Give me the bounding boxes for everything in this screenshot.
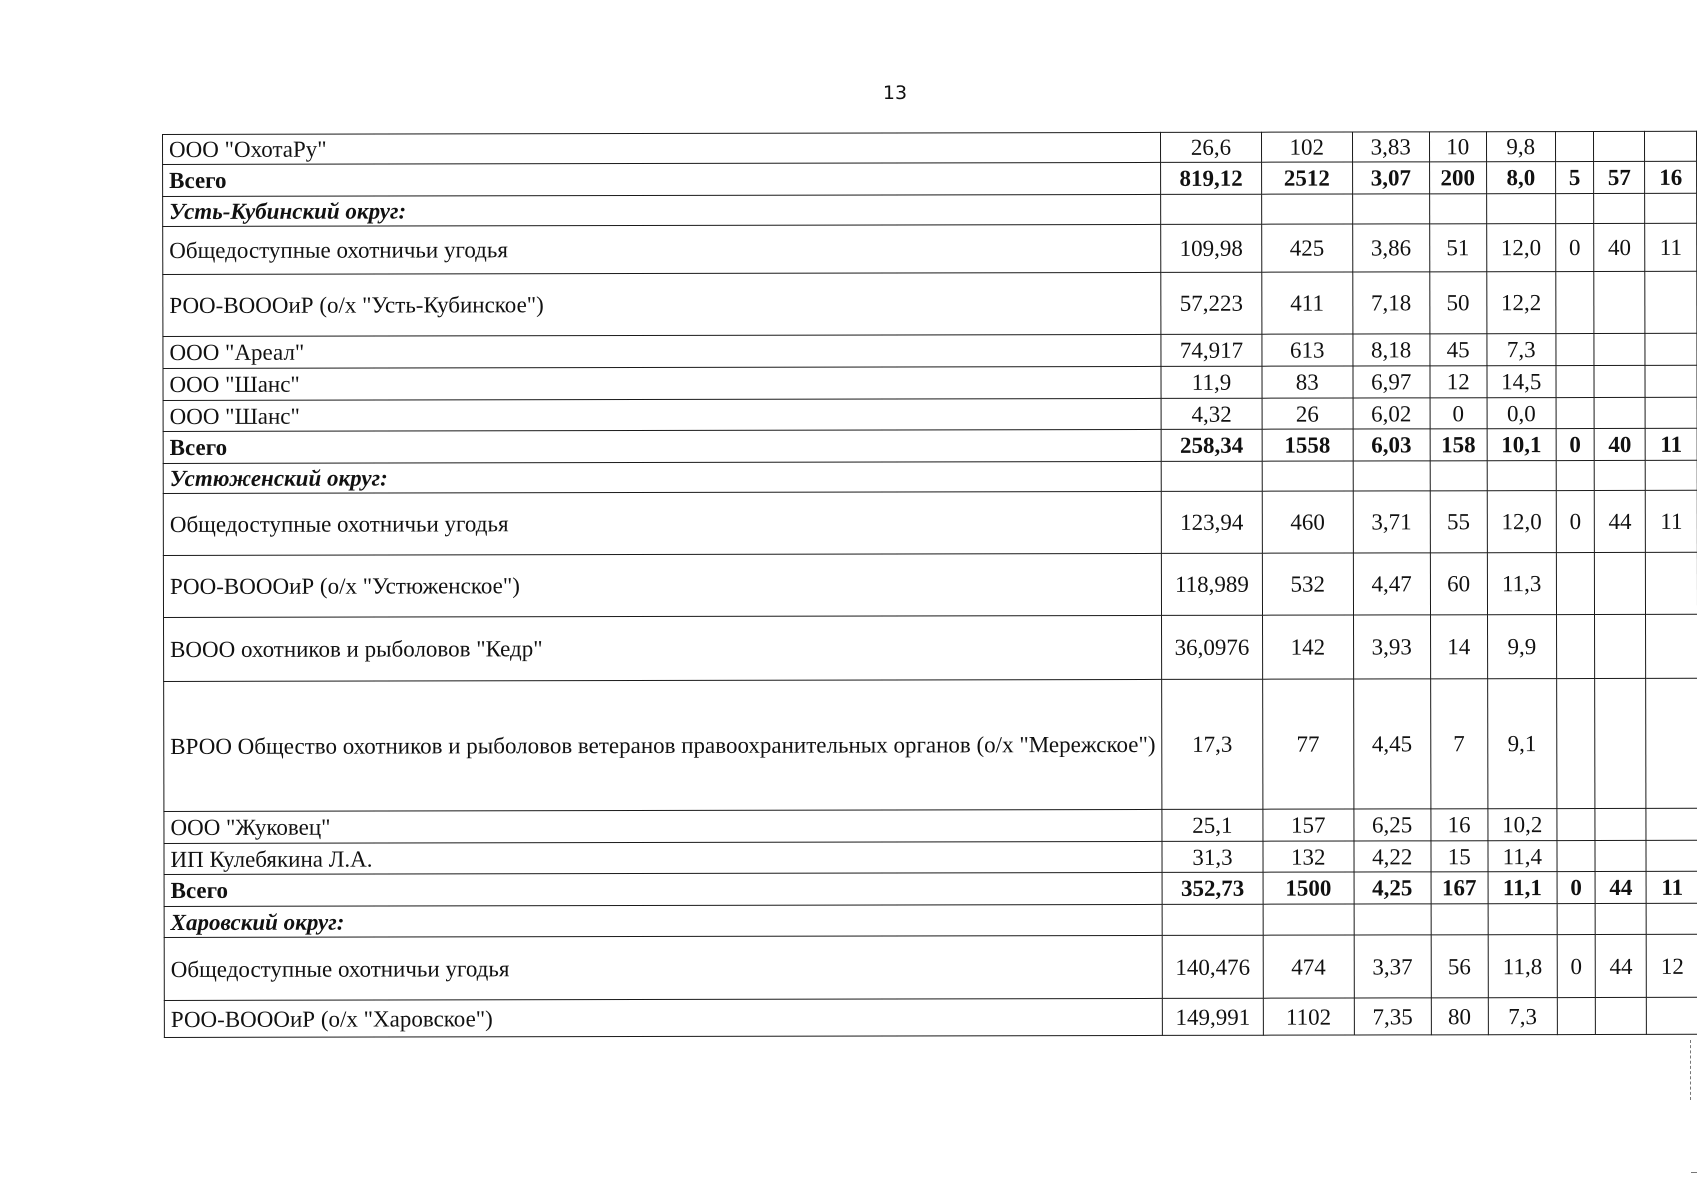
cell-col-9 [1645,460,1697,490]
cell-col-2: 31,3 [1162,841,1263,872]
cell-col-2: 57,223 [1161,272,1262,334]
cell-col-6: 11,1 [1488,872,1557,904]
cell-col-9 [1645,193,1697,223]
row-name: ООО "Шанс" [163,398,1161,431]
cell-col-5: 12 [1430,366,1487,398]
district-header-row [164,903,1697,937]
cell-col-7 [1557,997,1595,1034]
cell-col-8: 40 [1594,428,1645,460]
cell-col-2: 74,917 [1161,334,1262,366]
cell-col-3: 142 [1262,615,1353,679]
cell-col-9: 11 [1645,428,1697,460]
cell-col-2: 25,1 [1162,809,1263,841]
row-name: Всего [164,872,1162,906]
row-name: ИП Кулебякина Л.А. [164,841,1162,874]
district-name: Усть-Кубинский округ: [163,194,1161,226]
cell-col-9: 12 [1646,934,1697,997]
district-name: Устюженский округ: [163,461,1161,493]
cell-col-7 [1556,366,1594,398]
cell-col-4: 3,93 [1353,615,1430,679]
cell-col-2 [1161,461,1262,491]
cell-col-5: 7 [1430,679,1487,809]
cell-col-2: 819,12 [1161,162,1262,194]
cell-col-5: 0 [1430,398,1487,429]
cell-col-9 [1645,131,1697,161]
cell-col-4: 4,45 [1353,679,1430,809]
cell-col-4: 4,25 [1354,872,1431,904]
row-name: РОО-ВОООиР (о/х "Харовское") [164,998,1162,1037]
cell-col-5 [1430,461,1487,491]
cell-col-5: 200 [1429,162,1486,194]
cell-col-3: 1500 [1263,872,1354,904]
cell-col-4: 7,18 [1353,272,1430,334]
cell-col-6 [1487,461,1556,491]
cell-col-3: 83 [1262,366,1353,398]
cell-col-3: 102 [1261,132,1352,162]
cell-col-9: 11 [1645,490,1697,552]
cell-col-7: 0 [1556,491,1595,553]
cell-col-7 [1555,194,1593,224]
cell-col-4 [1354,904,1431,935]
cell-col-8 [1594,460,1645,490]
cell-col-7 [1556,615,1595,679]
cell-col-5: 51 [1429,224,1486,272]
cell-col-7 [1556,679,1595,809]
cell-col-8 [1595,614,1646,678]
cell-col-6: 0,0 [1487,398,1556,429]
cell-col-8: 44 [1595,871,1646,903]
table-row [163,223,1697,274]
cell-col-2 [1162,904,1263,935]
cell-col-2: 109,98 [1161,224,1262,272]
cell-col-6: 12,2 [1486,272,1555,334]
row-name: РОО-ВОООиР (о/х "Устюженское") [163,553,1161,617]
cell-col-4: 6,03 [1353,429,1430,461]
row-name: Всего [163,162,1161,196]
cell-col-3: 1558 [1262,429,1353,461]
cell-col-5: 16 [1431,809,1488,841]
table-row [164,840,1697,874]
cell-col-6: 12,0 [1487,491,1556,553]
cell-col-5: 167 [1431,872,1488,904]
cell-col-3 [1263,904,1354,935]
cell-col-6: 12,0 [1486,224,1555,272]
cell-col-7 [1557,840,1595,871]
cell-col-6: 8,0 [1486,162,1555,194]
cell-col-8: 40 [1594,223,1645,271]
row-name: ООО "Жуковец" [164,809,1162,843]
cell-col-9 [1645,271,1697,333]
table-row [164,934,1697,1000]
hunting-grounds-table [162,131,1697,1038]
table-row [163,490,1697,555]
cell-col-4: 4,22 [1354,841,1431,872]
cell-col-9 [1646,808,1697,840]
cell-col-9 [1647,997,1697,1034]
cell-col-9: 11 [1645,223,1697,271]
cell-col-2: 17,3 [1162,679,1263,809]
cell-col-5: 55 [1430,491,1487,553]
cell-col-6: 11,4 [1488,841,1557,872]
row-name: ООО "Шанс" [163,366,1161,400]
district-name: Харовский округ: [164,904,1162,937]
cell-col-7 [1556,334,1594,366]
cell-col-2: 118,989 [1162,553,1263,615]
cell-col-3: 2512 [1261,162,1352,194]
cell-col-2: 36,0976 [1162,615,1263,679]
cell-col-8 [1595,552,1646,614]
row-name: Всего [163,429,1161,463]
cell-col-8 [1594,333,1645,365]
cell-col-3: 613 [1262,334,1353,366]
cell-col-5: 10 [1429,132,1486,162]
cell-col-6 [1488,904,1557,935]
cell-col-6: 10,2 [1488,809,1557,841]
row-name: Общедоступные охотничьи угодья [163,491,1161,555]
cell-col-9 [1645,365,1697,397]
cell-col-9 [1646,552,1697,614]
cell-col-4: 4,47 [1353,553,1430,615]
table-row [164,808,1697,843]
cell-col-7 [1556,461,1594,491]
cell-col-9 [1646,614,1697,678]
cell-col-8: 44 [1594,490,1645,552]
cell-col-3: 157 [1263,809,1354,841]
district-header-row [163,460,1697,493]
scan-edge-marks [1690,1040,1697,1100]
cell-col-2: 123,94 [1161,491,1262,553]
cell-col-5: 60 [1430,553,1487,615]
cell-col-9 [1645,397,1697,428]
table-row [163,397,1697,431]
cell-col-2: 352,73 [1162,872,1263,904]
scan-edge-tick [1691,1172,1697,1173]
cell-col-6 [1486,194,1555,224]
cell-col-4: 7,35 [1354,998,1431,1035]
cell-col-3: 26 [1262,398,1353,429]
cell-col-8 [1594,131,1645,161]
cell-col-3: 460 [1262,491,1353,553]
total-row [163,428,1697,463]
cell-col-6: 7,3 [1488,998,1557,1035]
cell-col-4: 8,18 [1353,334,1430,366]
cell-col-5: 56 [1431,935,1488,998]
cell-col-5: 80 [1431,998,1488,1035]
cell-col-8 [1595,903,1646,934]
cell-col-5: 45 [1430,334,1487,366]
cell-col-6: 9,8 [1486,132,1555,162]
table-row [164,997,1697,1037]
table-row [163,271,1697,336]
cell-col-9: 11 [1646,871,1697,903]
page-number: 13 [882,82,908,104]
cell-col-5: 14 [1430,615,1487,679]
row-name: РОО-ВОООиР (о/х "Усть-Кубинское") [163,272,1161,336]
cell-col-7 [1556,272,1595,334]
cell-col-7 [1556,398,1594,429]
table-row [163,333,1697,368]
cell-col-6: 7,3 [1487,334,1556,366]
cell-col-7: 0 [1557,934,1596,997]
cell-col-7 [1555,132,1593,162]
cell-col-4: 6,25 [1354,809,1431,841]
table-row [164,614,1697,681]
row-name: ВООО охотников и рыболовов "Кедр" [164,615,1162,681]
row-name: Общедоступные охотничьи угодья [163,224,1161,274]
cell-col-5: 15 [1431,841,1488,872]
cell-col-2: 149,991 [1163,998,1264,1035]
cell-col-9 [1645,333,1697,365]
cell-col-4: 6,97 [1353,366,1430,398]
cell-col-3: 1102 [1263,998,1354,1035]
cell-col-6: 11,3 [1487,553,1556,615]
cell-col-8: 57 [1594,161,1645,193]
cell-col-4 [1353,461,1430,491]
cell-col-4: 3,37 [1354,935,1431,998]
row-name: ООО "Ареал" [163,334,1161,368]
cell-col-4: 3,07 [1352,162,1429,194]
cell-col-3: 532 [1262,553,1353,615]
cell-col-3: 132 [1263,841,1354,872]
cell-col-3: 77 [1262,679,1353,809]
cell-col-8 [1594,193,1645,223]
cell-col-8: 44 [1595,934,1646,997]
cell-col-4 [1352,194,1429,224]
cell-col-3 [1262,461,1353,491]
table-row [163,131,1697,164]
cell-col-6: 10,1 [1487,429,1556,461]
cell-col-7: 0 [1557,871,1595,903]
cell-col-4: 3,86 [1352,224,1429,272]
cell-col-4: 3,83 [1352,132,1429,162]
row-name: Общедоступные охотничьи угодья [164,935,1162,1000]
row-name: ООО "ОхотаРу" [163,132,1161,164]
cell-col-2: 26,6 [1161,132,1262,162]
cell-col-6: 9,1 [1487,679,1556,809]
cell-col-6: 14,5 [1487,366,1556,398]
cell-col-3 [1261,194,1352,224]
cell-col-9 [1646,678,1697,808]
cell-col-8 [1594,365,1645,397]
cell-col-6: 11,8 [1488,935,1557,998]
cell-col-9: 16 [1645,161,1697,193]
cell-col-7 [1556,553,1595,615]
table-row [163,365,1697,400]
cell-col-4: 3,71 [1353,491,1430,553]
cell-col-3: 425 [1261,224,1352,272]
cell-col-7 [1557,903,1595,934]
cell-col-9 [1646,903,1697,934]
cell-col-8 [1594,271,1645,333]
cell-col-8 [1595,840,1646,871]
cell-col-7: 5 [1555,162,1593,194]
cell-col-2 [1161,194,1262,224]
cell-col-8 [1594,397,1645,428]
total-row [163,161,1697,196]
row-name: ВРОО Общество охотников и рыболовов ветеранов правоохранительных органов (о/х "Мережское") [164,679,1162,811]
cell-col-9 [1646,840,1697,871]
table-row [163,552,1697,617]
cell-col-5: 158 [1430,429,1487,461]
cell-col-7: 0 [1556,429,1594,461]
cell-col-8 [1595,678,1646,808]
cell-col-2: 4,32 [1161,398,1262,429]
cell-col-2: 140,476 [1162,935,1263,998]
table-row [164,678,1697,811]
cell-col-8 [1595,808,1646,840]
cell-col-2: 258,34 [1161,429,1262,461]
total-row [164,871,1697,906]
cell-col-7: 0 [1556,224,1594,272]
cell-col-5 [1429,194,1486,224]
cell-col-7 [1557,809,1595,841]
cell-col-6: 9,9 [1487,615,1556,679]
cell-col-4: 6,02 [1353,398,1430,429]
cell-col-3: 411 [1262,272,1353,334]
cell-col-2: 11,9 [1161,366,1262,398]
cell-col-5 [1431,904,1488,935]
cell-col-3: 474 [1263,935,1354,998]
cell-col-8 [1595,997,1646,1034]
district-header-row [163,193,1697,226]
cell-col-5: 50 [1429,272,1486,334]
